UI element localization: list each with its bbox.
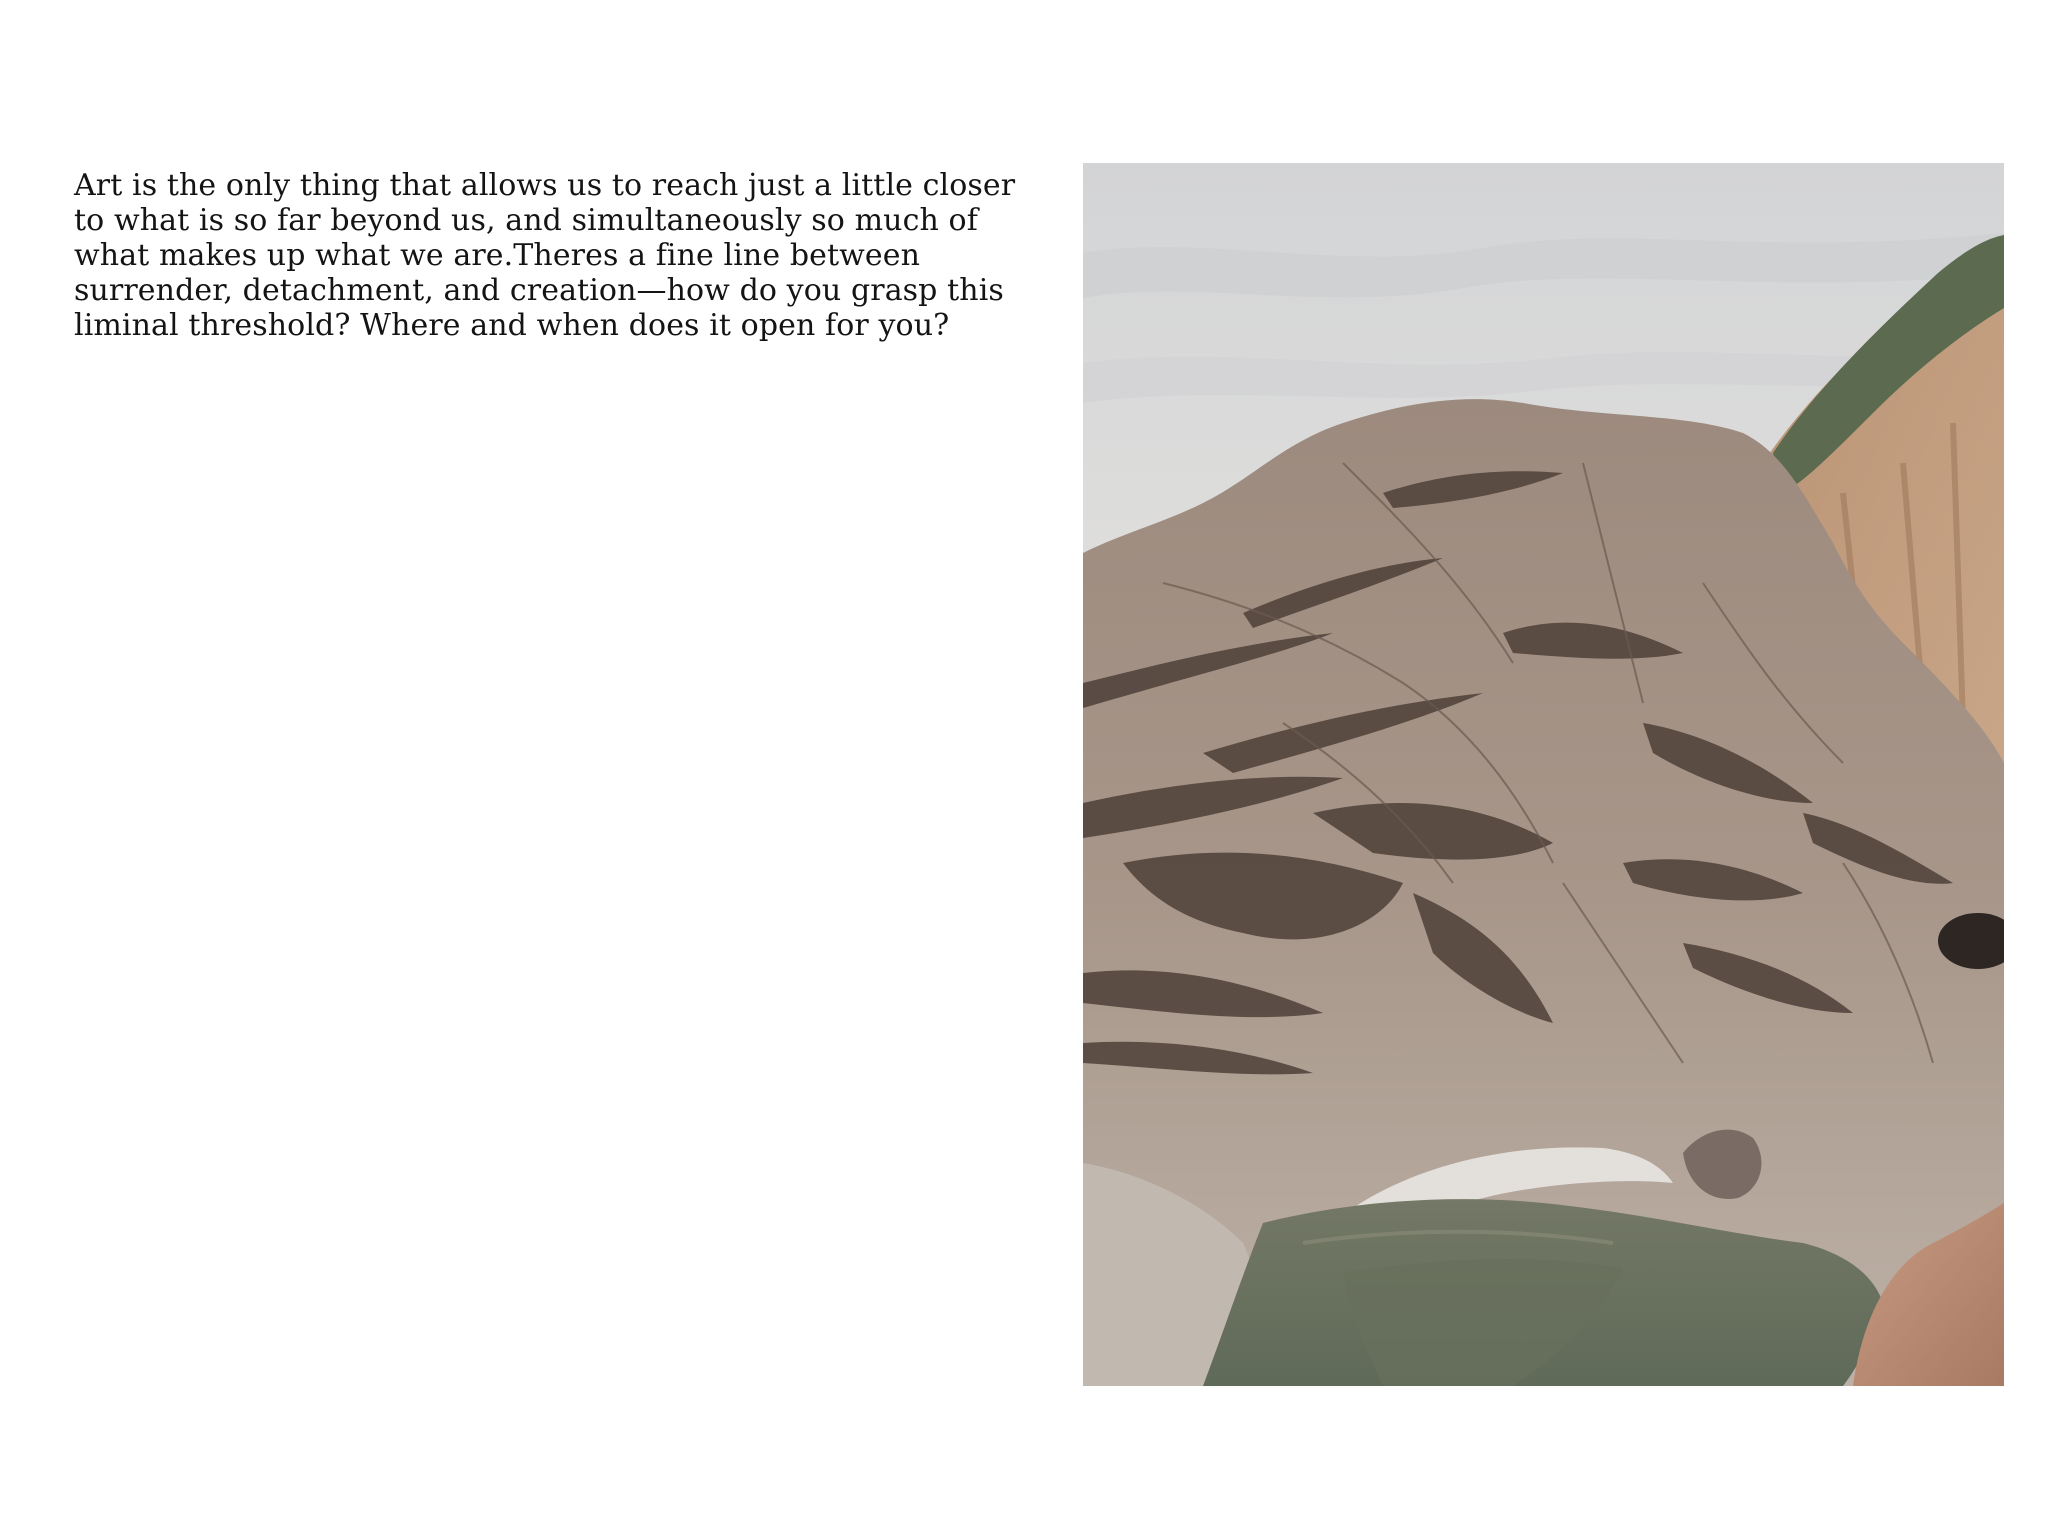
essay-paragraph: Art is the only thing that allows us to reach just a little closer to what is so far beyond us, and simultaneously so much of what makes up what we are.Theres a fine line between surrender, detachment, and creation—how do you grasp this liminal threshold? Where and when does it open for you? (74, 168, 1016, 343)
rock-formation-photo (1083, 163, 2004, 1386)
rock-landscape-illustration (1083, 163, 2004, 1386)
